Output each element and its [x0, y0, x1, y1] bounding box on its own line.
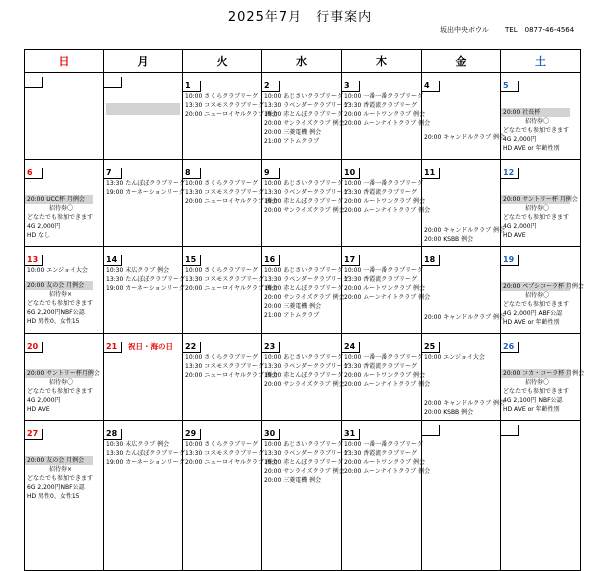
event-item: 20:00 ルートワンクラブ 例会 — [344, 372, 425, 379]
event-item: 10:30 末広クラブ 例会 — [106, 267, 170, 274]
calendar-body — [25, 73, 585, 571]
day-number: 29 — [183, 429, 201, 440]
day-number: 7 — [104, 168, 122, 179]
event-item: 10:00 一番一番クラブリーグ — [344, 180, 423, 187]
day-number: 23 — [262, 342, 280, 353]
day-number: 24 — [342, 342, 360, 353]
event-item: 19:00 カーネーションリーグ — [106, 459, 185, 466]
event-item: どなたでも参加できます — [503, 127, 570, 134]
event-item: HD 男性0、女性15 — [27, 493, 80, 500]
week-row — [25, 334, 581, 421]
event-item: どなたでも参加できます — [27, 475, 94, 482]
event-item: 19:00 赤とんぼクラブリーグ — [264, 198, 343, 205]
event-item: 19:00 赤とんぼクラブリーグ — [264, 285, 343, 292]
day-number: 25 — [422, 342, 440, 353]
day-cell — [501, 247, 584, 334]
event-item: 13:30 香霞流クラブリーグ — [344, 276, 417, 283]
day-number: 21 — [104, 342, 122, 353]
event-item: 13:30 香霞流クラブリーグ — [344, 102, 417, 109]
day-cell — [262, 160, 349, 247]
event-item: 20:00 ニューロイヤルクラブ 例会 — [185, 372, 278, 379]
event-item: 20:00 サントリー杯 月例会 — [503, 196, 578, 203]
event-item: 招待券× — [49, 291, 73, 298]
event-item: 20:00 ムーンナイトクラブ 例会 — [344, 207, 431, 214]
event-item: どなたでも参加できます — [27, 300, 94, 307]
day-cell — [25, 247, 104, 334]
event-item: 20:00 KSBB 例会 — [424, 236, 474, 243]
day-number — [501, 425, 519, 436]
event-item: 19:00 カーネーションリーグ — [106, 189, 185, 196]
event-item: 4G 2,100円 NBF公認 — [503, 397, 563, 404]
event-item: 10:00 あじさいクラブリーグ — [264, 354, 343, 361]
day-cell — [501, 421, 581, 571]
event-item: どなたでも参加できます — [503, 301, 570, 308]
event-item: HD AVE or 年齢性別 — [503, 319, 560, 326]
event-item: 10:00 一番一番クラブリーグ — [344, 354, 423, 361]
event-item: 20:00 ニューロイヤルクラブ 例会 — [185, 459, 278, 466]
weekday-fri: 金 — [422, 50, 501, 73]
event-item: HD AVE or 年齢性別 — [503, 145, 560, 152]
day-number: 4 — [422, 81, 440, 92]
event-item: 13:30 たんぽぽクラブリーグ — [106, 180, 185, 187]
event-item: 招待券〇 — [525, 379, 550, 386]
day-cell — [342, 73, 431, 160]
week-row — [25, 160, 581, 247]
day-cell — [422, 160, 505, 247]
event-item: 4G 2,000円 — [503, 136, 537, 143]
event-item: 4G 2,000円 — [27, 223, 61, 230]
day-number: 11 — [422, 168, 440, 179]
event-item: 6G 2,200円NBF公認 — [27, 484, 85, 491]
event-item: 10:30 末広クラブ 例会 — [106, 441, 170, 448]
event-item: 招待券× — [49, 466, 73, 473]
event-item: どなたでも参加できます — [27, 214, 94, 221]
event-item: 20:00 友の会 月例会 — [25, 281, 93, 290]
event-item: 20:00 友の会 月例会 — [25, 456, 93, 465]
day-number: 14 — [104, 255, 122, 266]
day-number — [422, 425, 440, 436]
event-item: 20:00 サントリー杯月例会 — [27, 370, 100, 377]
event-item: 13:30 ラベンダークラブリーグ — [264, 189, 349, 196]
event-item: 10:00 あじさいクラブリーグ — [264, 441, 343, 448]
weekday-wed: 水 — [262, 50, 342, 73]
event-item: 6G 2,200円NBF公認 — [27, 309, 85, 316]
day-number: 28 — [104, 429, 122, 440]
day-cell — [104, 247, 183, 334]
event-item: 13:30 コスモスクラブリーグ — [185, 450, 264, 457]
event-item: 13:30 ラベンダークラブリーグ — [264, 102, 349, 109]
event-item: HD 男性0、女性15 — [27, 318, 80, 325]
event-item: 20:00 ムーンナイトクラブ 例会 — [344, 468, 431, 475]
event-item: 10:00 さくらクラブリーグ — [185, 93, 258, 100]
day-number: 3 — [342, 81, 360, 92]
event-item: 20:00 ムーンナイトクラブ 例会 — [344, 294, 431, 301]
day-cell — [501, 160, 581, 247]
event-item: 20:00 三菱電機 例会 — [264, 129, 322, 136]
event-item: 20:00 ルートワンクラブ 例会 — [344, 111, 425, 118]
event-item: 20:00 サンライズクラブ 例会 — [264, 294, 345, 301]
event-item: HD なし — [27, 232, 51, 239]
event-item: HD AVE — [503, 232, 526, 239]
event-item: 21:00 アトムクラブ — [264, 312, 320, 319]
org-name: 坂出中央ボウル — [440, 26, 489, 34]
holiday-label: 祝日・海の日 — [128, 342, 173, 351]
gray-band — [106, 103, 180, 115]
day-number: 27 — [25, 429, 43, 440]
day-number: 26 — [501, 342, 519, 353]
event-item: どなたでも参加できます — [503, 388, 570, 395]
day-cell — [104, 160, 183, 247]
event-item: 4G 2,000円 ABF公認 — [503, 310, 563, 317]
event-item: 4G 2,000円 — [27, 397, 61, 404]
day-number: 10 — [342, 168, 360, 179]
event-item: 13:30 ラベンダークラブリーグ — [264, 450, 349, 457]
event-item: 13:30 コスモスクラブリーグ — [185, 189, 264, 196]
event-item: 20:00 UCC杯 月例会 — [25, 195, 93, 204]
day-number: 19 — [501, 255, 519, 266]
event-item: 13:30 コスモスクラブリーグ — [185, 102, 264, 109]
day-cell — [183, 73, 278, 160]
event-item: 4G 2,000円 — [503, 223, 537, 230]
event-item: 20:00 ルートワンクラブ 例会 — [344, 285, 425, 292]
event-item: 13:30 たんぽぽクラブリーグ — [106, 276, 185, 283]
event-item: 20:00 ルートワンクラブ 例会 — [344, 459, 425, 466]
event-item: 10:00 さくらクラブリーグ — [185, 354, 258, 361]
day-number: 16 — [262, 255, 280, 266]
weekday-sat: 土 — [501, 50, 581, 73]
day-number: 20 — [25, 342, 43, 353]
day-cell — [104, 334, 183, 421]
event-item: 10:00 さくらクラブリーグ — [185, 267, 258, 274]
day-cell — [342, 421, 431, 571]
day-number: 31 — [342, 429, 360, 440]
event-item: 招待券〇 — [525, 118, 550, 125]
day-cell — [25, 73, 104, 160]
day-cell — [262, 334, 349, 421]
week-row — [25, 73, 581, 160]
week-row — [25, 247, 581, 334]
event-item: 20:00 キャンドルクラブ 例会 — [424, 314, 505, 321]
event-item: 20:00 サンライズクラブ 例会 — [264, 468, 345, 475]
day-cell — [422, 421, 501, 571]
event-item: どなたでも参加できます — [503, 214, 570, 221]
event-item: 19:00 赤とんぼクラブリーグ — [264, 459, 343, 466]
day-number: 12 — [501, 168, 519, 179]
day-cell — [183, 160, 278, 247]
event-item: 13:30 たんぽぽクラブリーグ — [106, 450, 185, 457]
day-number: 13 — [25, 255, 43, 266]
day-cell — [501, 73, 581, 160]
weekday-sun: 日 — [25, 50, 104, 73]
week-row — [25, 421, 581, 571]
day-number: 9 — [262, 168, 280, 179]
event-item: 19:00 カーネーションリーグ — [106, 285, 185, 292]
event-item: 招待券〇 — [525, 292, 550, 299]
day-cell — [422, 334, 505, 421]
weekday-header-row — [25, 50, 581, 73]
event-item: 20:00 サンライズクラブ 例会 — [264, 207, 345, 214]
event-item: 10:00 一番一番クラブリーグ — [344, 267, 423, 274]
event-item: 10:00 一番一番クラブリーグ — [344, 93, 423, 100]
event-item: 20:00 三菱電機 例会 — [264, 477, 322, 484]
event-item: 10:00 あじさいクラブリーグ — [264, 180, 343, 187]
event-item: 20:00 キャンドルクラブ 例会 — [424, 400, 505, 407]
event-item: 招待券〇 — [49, 205, 74, 212]
day-cell — [262, 73, 349, 160]
event-item: 20:00 ニューロイヤルクラブ 例会 — [185, 111, 278, 118]
day-number: 5 — [501, 81, 519, 92]
weekday-tue: 火 — [183, 50, 262, 73]
event-item: 20:00 ムーンナイトクラブ 例会 — [344, 381, 431, 388]
day-number — [104, 77, 122, 88]
day-number: 8 — [183, 168, 201, 179]
org-info — [440, 25, 574, 35]
event-item: HD AVE — [27, 406, 50, 413]
event-item: 10:00 あじさいクラブリーグ — [264, 93, 343, 100]
event-item: 10:00 あじさいクラブリーグ — [264, 267, 343, 274]
event-item: 20:00 ニューロイヤルクラブ 例会 — [185, 285, 278, 292]
day-cell — [422, 73, 505, 160]
day-cell — [104, 421, 183, 571]
day-number: 30 — [262, 429, 280, 440]
weekday-mon: 月 — [104, 50, 183, 73]
event-item: 10:00 エンジョイ大会 — [27, 267, 88, 274]
day-number: 18 — [422, 255, 440, 266]
event-item: 10:00 さくらクラブリーグ — [185, 441, 258, 448]
event-item: 19:00 赤とんぼクラブリーグ — [264, 372, 343, 379]
day-cell — [501, 334, 585, 421]
event-item: 10:00 エンジョイ大会 — [424, 354, 485, 361]
page-title: 2025年7月 行事案内 — [227, 10, 373, 25]
day-cell — [25, 421, 104, 571]
event-item: 13:30 ラベンダークラブリーグ — [264, 276, 349, 283]
day-cell — [262, 247, 349, 334]
event-item: 20:00 キャンドルクラブ 例会 — [424, 134, 505, 141]
event-item: 20:00 ペプシコーラ杯 月例会 — [503, 283, 584, 290]
day-cell — [104, 73, 183, 160]
org-tel: TEL 0877-46-4564 — [505, 26, 575, 34]
event-item: 13:30 香霞流クラブリーグ — [344, 363, 417, 370]
event-item: 13:30 香霞流クラブリーグ — [344, 189, 417, 196]
event-item: 13:30 コスモスクラブリーグ — [185, 363, 264, 370]
event-item: HD AVE or 年齢性別 — [503, 406, 560, 413]
event-item: 13:30 香霞流クラブリーグ — [344, 450, 417, 457]
event-item: 20:00 ニューロイヤルクラブ 例会 — [185, 198, 278, 205]
event-item: 招待券〇 — [525, 205, 550, 212]
event-item: 20:00 ルートワンクラブ 例会 — [344, 198, 425, 205]
event-item: 20:00 サンライズクラブ 例会 — [264, 120, 345, 127]
event-item: 10:00 さくらクラブリーグ — [185, 180, 258, 187]
day-number: 2 — [262, 81, 280, 92]
event-item: 20:00 サンライズクラブ 例会 — [264, 381, 345, 388]
event-item: 20:00 社長杯 — [501, 108, 570, 117]
event-item: 20:00 KSBB 例会 — [424, 409, 474, 416]
day-number: 1 — [183, 81, 201, 92]
event-item: 20:00 コカ・コーラ杯 月例会 — [503, 370, 585, 377]
day-cell — [183, 421, 278, 571]
day-cell — [25, 334, 104, 421]
event-item: 招待券〇 — [49, 379, 74, 386]
event-item: 13:30 ラベンダークラブリーグ — [264, 363, 349, 370]
event-item: どなたでも参加できます — [27, 388, 94, 395]
event-item: 20:00 キャンドルクラブ 例会 — [424, 227, 505, 234]
event-item: 21:00 アトムクラブ — [264, 138, 320, 145]
day-number — [25, 77, 43, 88]
event-item: 19:00 赤とんぼクラブリーグ — [264, 111, 343, 118]
day-cell — [25, 160, 104, 247]
event-item: 20:00 ムーンナイトクラブ 例会 — [344, 120, 431, 127]
day-cell — [262, 421, 349, 571]
event-item: 13:30 コスモスクラブリーグ — [185, 276, 264, 283]
day-number: 6 — [25, 168, 43, 179]
event-item: 10:00 一番一番クラブリーグ — [344, 441, 423, 448]
day-number: 17 — [342, 255, 360, 266]
day-cell — [422, 247, 505, 334]
calendar-table — [24, 49, 585, 571]
event-item: 20:00 三菱電機 例会 — [264, 303, 322, 310]
weekday-thu: 木 — [342, 50, 422, 73]
day-number: 15 — [183, 255, 201, 266]
day-number: 22 — [183, 342, 201, 353]
